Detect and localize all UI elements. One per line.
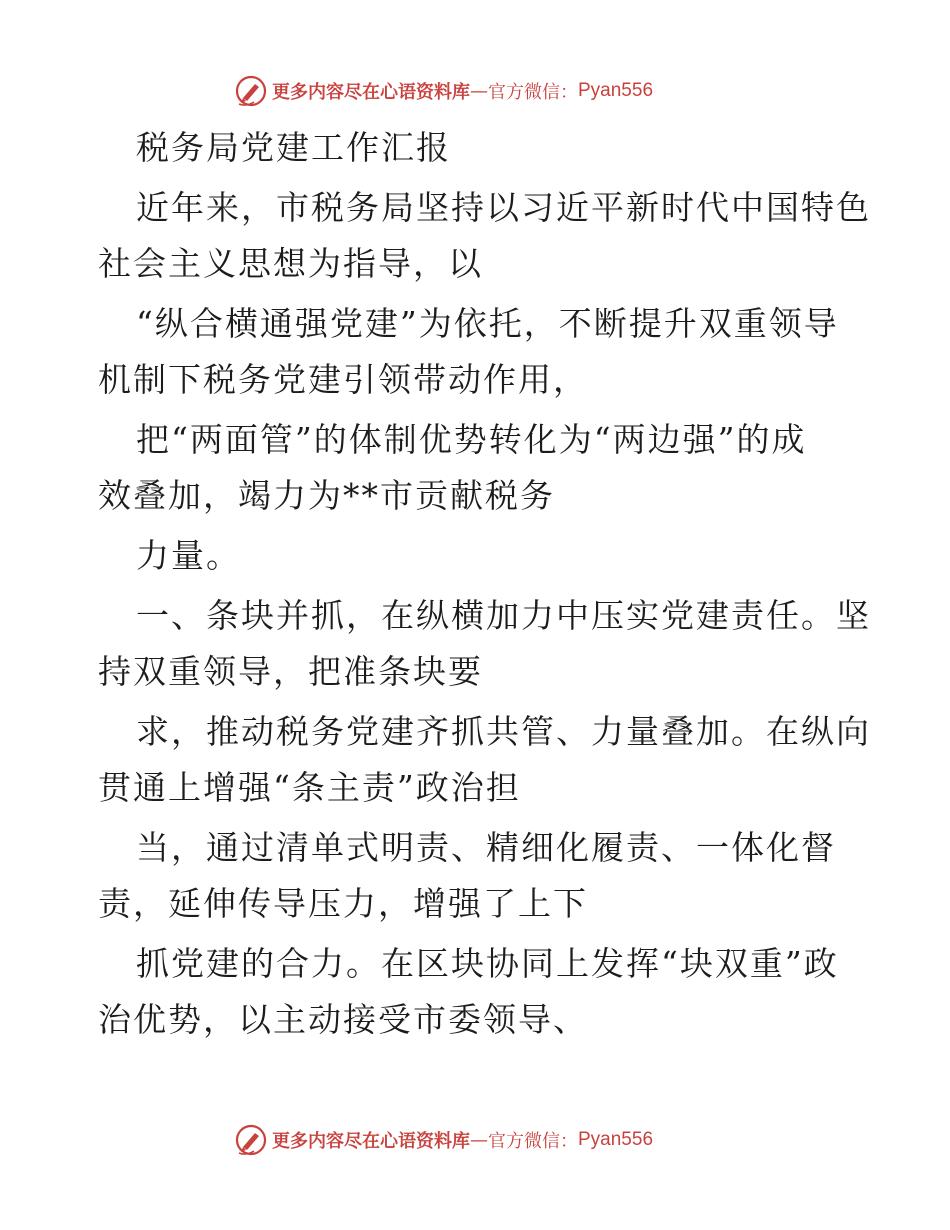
body-line: 持双重领导，把准条块要 (98, 652, 483, 691)
body-line: 近年来，市税务局坚持以习近平新时代中国特色 (136, 188, 871, 227)
body-line: 效叠加，竭力为**市贡献税务 (98, 476, 555, 515)
body-line: 贯通上增强“条主责”政治担 (98, 768, 521, 807)
body-line: 责，延伸传导压力，增强了上下 (98, 884, 588, 923)
body-line: “纵合横通强党建”为依托，不断提升双重领导 (136, 304, 839, 343)
banner-sub-text: 官方微信： (488, 1131, 578, 1152)
banner-account-id: Pyan556 (578, 80, 654, 101)
banner-sub-text: 官方微信： (488, 82, 578, 103)
footer-watermark-banner (234, 1120, 653, 1160)
body-line: 当，通过清单式明责、精细化履责、一体化督 (136, 828, 836, 867)
body-line: 一、条块并抓，在纵横加力中压实党建责任。坚 (136, 596, 871, 635)
banner-main-text: 更多内容尽在心语资料库 (272, 1131, 470, 1152)
body-line: 治优势，以主动接受市委领导、 (98, 1000, 588, 1039)
pen-logo-icon (234, 74, 268, 108)
body-line: 抓党建的合力。在区块协同上发挥“块双重”政 (136, 944, 839, 983)
body-line: 力量。 (136, 536, 241, 575)
body-line: 机制下税务党建引领带动作用， (98, 360, 588, 399)
body-line: 把“两面管”的体制优势转化为“两边强”的成 (136, 420, 807, 459)
body-line: 求，推动税务党建齐抓共管、力量叠加。在纵向 (136, 712, 871, 751)
header-watermark-banner (234, 71, 653, 111)
banner-dash: — (470, 1129, 488, 1151)
body-line: 社会主义思想为指导，以 (98, 244, 483, 283)
document-title: 税务局党建工作汇报 (136, 128, 451, 167)
pen-logo-icon (234, 1123, 268, 1157)
banner-main-text: 更多内容尽在心语资料库 (272, 82, 470, 103)
banner-account-id: Pyan556 (578, 1129, 654, 1150)
banner-dash: — (470, 80, 488, 102)
